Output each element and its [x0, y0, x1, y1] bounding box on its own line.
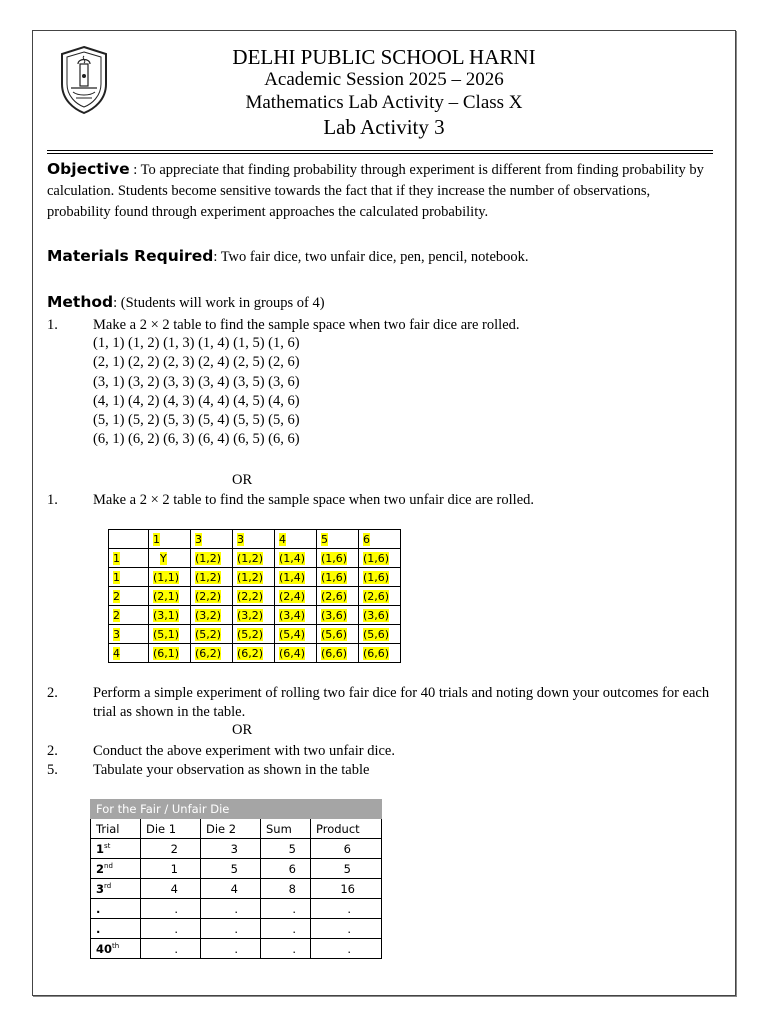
- table-cell: 5: [201, 859, 261, 879]
- table-cell: (1,4): [275, 549, 317, 568]
- table-cell: (1,4): [275, 568, 317, 587]
- table-cell: 2: [109, 587, 149, 606]
- step-text: Tabulate your observation as shown in the table: [93, 762, 370, 778]
- table-cell: (1,6): [359, 568, 401, 587]
- step-number: 2.: [47, 685, 58, 701]
- trial-cell: 40th: [91, 939, 141, 959]
- table-cell: 6: [311, 839, 382, 859]
- table-cell: (3,6): [359, 606, 401, 625]
- objective-text: : To appreciate that finding probability through experiment is different from finding probability by calculation. Students become sensitive towards the fact that if they increase the number of observations, probability found through experiment approaches the calculated probability.: [47, 162, 704, 220]
- table-cell: 2: [109, 606, 149, 625]
- sample-space-row: (2, 1) (2, 2) (2, 3) (2, 4) (2, 5) (2, 6): [93, 354, 300, 371]
- trial-cell: 2nd: [91, 859, 141, 879]
- table-header-row: [109, 530, 401, 549]
- table-cell: 16: [311, 879, 382, 899]
- table-cell: 3: [191, 530, 233, 549]
- table-cell: (3,1): [149, 606, 191, 625]
- academic-session: Academic Session 2025 – 2026: [264, 69, 504, 90]
- table-cell: (1,6): [359, 549, 401, 568]
- table-cell: .: [261, 939, 311, 959]
- table-cell: (5,6): [359, 625, 401, 644]
- table-row: [91, 919, 382, 939]
- sample-space-row: (6, 1) (6, 2) (6, 3) (6, 4) (6, 5) (6, 6): [93, 431, 300, 448]
- sample-space-row: (1, 1) (1, 2) (1, 3) (1, 4) (1, 5) (1, 6): [93, 335, 300, 351]
- trial-cell: .: [91, 919, 141, 939]
- table-cell: (6,1): [149, 644, 191, 663]
- subject-title: Mathematics Lab Activity – Class X: [245, 92, 523, 113]
- table-cell: .: [261, 919, 311, 939]
- table-cell: (6,2): [191, 644, 233, 663]
- materials-section: [47, 246, 717, 268]
- table-cell: (5,6): [317, 625, 359, 644]
- table-cell: 4: [109, 644, 149, 663]
- table-cell: 1: [141, 859, 201, 879]
- table-row: [109, 549, 401, 568]
- step-5: [47, 761, 369, 780]
- table-cell: .: [141, 899, 201, 919]
- table-cell: 5: [261, 839, 311, 859]
- step-text: Make a 2 × 2 table to find the sample space when two unfair dice are rolled.: [93, 492, 535, 508]
- table-row: [91, 899, 382, 919]
- table-cell: .: [141, 919, 201, 939]
- step-text: Perform a simple experiment of rolling two fair dice for 40 trials and noting down your outcomes for each trial as shown in the table.: [93, 685, 710, 720]
- sample-space-row: (5, 1) (5, 2) (5, 3) (5, 4) (5, 5) (5, 6): [93, 412, 300, 429]
- table-cell: (2,2): [233, 587, 275, 606]
- step-text: Make a 2 × 2 table to find the sample space when two fair dice are rolled.: [93, 317, 520, 333]
- table-row: [91, 859, 382, 879]
- table-caption: For the Fair / Unfair Die: [91, 800, 382, 819]
- school-name: DELHI PUBLIC SCHOOL HARNI: [232, 45, 536, 69]
- step-text: Conduct the above experiment with two unfair dice.: [93, 743, 395, 759]
- activity-title: Lab Activity 3: [323, 115, 445, 139]
- table-cell: (2,2): [191, 587, 233, 606]
- table-cell: (3,4): [275, 606, 317, 625]
- trial-cell: 1st: [91, 839, 141, 859]
- table-caption-row: [91, 800, 382, 819]
- table-cell: .: [311, 899, 382, 919]
- table-cell: (5,4): [275, 625, 317, 644]
- table-cell: (2,4): [275, 587, 317, 606]
- table-cell: (1,1): [149, 568, 191, 587]
- trial-cell: 3rd: [91, 879, 141, 899]
- header-divider: [47, 150, 713, 151]
- table-cell: 6: [261, 859, 311, 879]
- step-number: 1.: [47, 317, 58, 333]
- table-cell: 1: [109, 568, 149, 587]
- header-divider-2: [47, 153, 713, 154]
- table-cell: (1,6): [317, 568, 359, 587]
- table-cell: (3,2): [233, 606, 275, 625]
- table-cell: 8: [261, 879, 311, 899]
- step-2-alt: [47, 742, 395, 761]
- sample-space-row: (4, 1) (4, 2) (4, 3) (4, 4) (4, 5) (4, 6): [93, 392, 300, 409]
- column-header: Die 2: [201, 819, 261, 839]
- table-cell: .: [311, 919, 382, 939]
- table-cell: 5: [311, 859, 382, 879]
- table-cell: (3,2): [191, 606, 233, 625]
- step-number: 1.: [47, 492, 58, 508]
- or-separator-2: OR: [232, 722, 253, 738]
- table-cell: (6,2): [233, 644, 275, 663]
- materials-text: : Two fair dice, two unfair dice, pen, pencil, notebook.: [213, 249, 529, 265]
- table-cell: .: [311, 939, 382, 959]
- table-cell: 4: [275, 530, 317, 549]
- table-cell: .: [201, 899, 261, 919]
- table-cell: 3: [201, 839, 261, 859]
- table-cell: .: [201, 939, 261, 959]
- step-number: 5.: [47, 762, 58, 778]
- method-label: Method: [47, 293, 114, 311]
- column-header: Product: [311, 819, 382, 839]
- method-text: : (Students will work in groups of 4): [113, 295, 325, 311]
- table-cell: (1,2): [191, 549, 233, 568]
- table-header-row: [91, 819, 382, 839]
- table-cell: 4: [201, 879, 261, 899]
- column-header: Sum: [261, 819, 311, 839]
- step-number: 2.: [47, 743, 58, 759]
- step-1: [47, 316, 520, 335]
- step-1-alt: [47, 491, 534, 510]
- column-header: Die 1: [141, 819, 201, 839]
- table-row: [91, 939, 382, 959]
- table-cell: (1,2): [191, 568, 233, 587]
- table-cell: (1,2): [233, 549, 275, 568]
- sample-space-row: (3, 1) (3, 2) (3, 3) (3, 4) (3, 5) (3, 6): [93, 373, 300, 390]
- objective-label: Objective: [47, 160, 130, 178]
- table-cell: (6,4): [275, 644, 317, 663]
- observation-table: [90, 799, 382, 959]
- table-cell: (1,2): [233, 568, 275, 587]
- table-row: [91, 879, 382, 899]
- objective-section: [47, 159, 717, 223]
- table-cell: (6,6): [359, 644, 401, 663]
- table-cell: .: [201, 919, 261, 939]
- table-cell: (2,1): [149, 587, 191, 606]
- table-cell: (2,6): [359, 587, 401, 606]
- table-cell: .: [261, 899, 311, 919]
- trial-cell: .: [91, 899, 141, 919]
- table-cell: 4: [141, 879, 201, 899]
- table-cell: (1,6): [317, 549, 359, 568]
- table-row: [109, 606, 401, 625]
- step-2: [47, 684, 723, 722]
- table-cell: (3,6): [317, 606, 359, 625]
- table-row: [109, 625, 401, 644]
- unfair-dice-sample-table: [108, 529, 401, 663]
- table-cell: 3: [109, 625, 149, 644]
- table-row: [109, 568, 401, 587]
- table-cell: 6: [359, 530, 401, 549]
- table-cell: (5,2): [233, 625, 275, 644]
- table-cell: (5,2): [191, 625, 233, 644]
- column-header: Trial: [91, 819, 141, 839]
- sample-space-list: [93, 334, 300, 450]
- table-cell: 1: [109, 549, 149, 568]
- table-cell: Y: [149, 549, 191, 568]
- table-cell: 2: [141, 839, 201, 859]
- table-row: [109, 644, 401, 663]
- materials-label: Materials Required: [47, 247, 214, 265]
- table-cell: (2,6): [317, 587, 359, 606]
- table-row: [91, 839, 382, 859]
- table-cell: (6,6): [317, 644, 359, 663]
- table-cell: .: [141, 939, 201, 959]
- table-cell: 1: [149, 530, 191, 549]
- table-cell: (5,1): [149, 625, 191, 644]
- table-cell: 5: [317, 530, 359, 549]
- table-cell: [109, 530, 149, 549]
- or-separator: OR: [232, 472, 253, 488]
- table-row: [109, 587, 401, 606]
- method-section: [47, 292, 717, 314]
- school-logo-emblem: [56, 44, 112, 116]
- table-cell: 3: [233, 530, 275, 549]
